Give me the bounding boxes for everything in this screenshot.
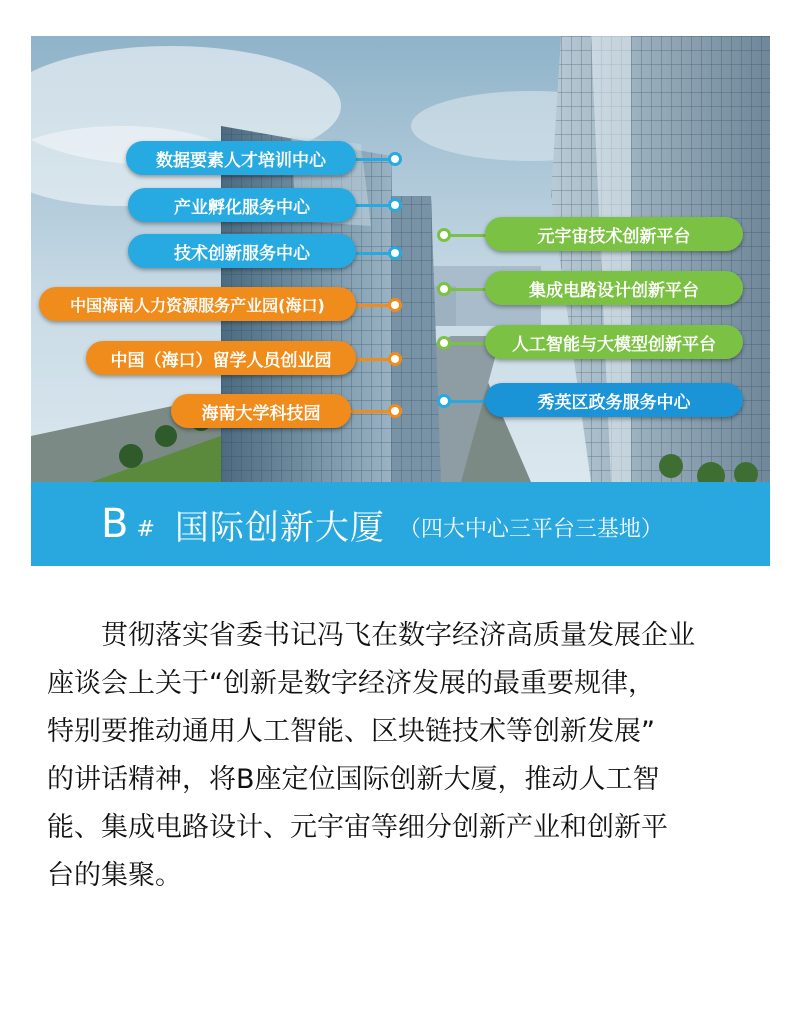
paragraph-line: 的讲话精神，将B座定位国际创新大厦，推动人工智 xyxy=(47,764,660,795)
connector-line xyxy=(449,288,489,291)
label-data-training-center: 数据要素人才培训中心 xyxy=(126,141,356,175)
paragraph-line: 能、集成电路设计、元宇宙等细分创新产业和创新平 xyxy=(47,812,668,843)
connector-dot xyxy=(437,228,451,242)
connector-dot xyxy=(437,282,451,296)
building-banner xyxy=(31,482,770,566)
connector-dot xyxy=(388,298,402,312)
connector-dot xyxy=(388,152,402,166)
paragraph-line: 台的集聚。 xyxy=(47,860,182,891)
paragraph-line: 贯彻落实省委书记冯飞在数字经济高质量发展企业 xyxy=(47,620,695,651)
label-ai-model-platform: 人工智能与大模型创新平台 xyxy=(485,325,743,359)
banner-letter: B xyxy=(101,501,129,547)
connector-dot xyxy=(437,336,451,350)
label-hr-industrial-park: 中国海南人力资源服务产业园(海口) xyxy=(39,287,356,321)
connector-line xyxy=(449,342,489,345)
banner-subtitle: （四大中心三平台三基地） xyxy=(398,516,663,542)
banner-hash: # xyxy=(136,516,155,542)
connector-line xyxy=(449,400,489,403)
label-ic-design-platform: 集成电路设计创新平台 xyxy=(485,271,743,305)
connector-dot xyxy=(388,198,402,212)
connector-dot xyxy=(437,394,451,408)
connector-dot xyxy=(388,246,402,260)
label-tech-innovation-center: 技术创新服务中心 xyxy=(128,234,356,268)
label-incubation-center: 产业孵化服务中心 xyxy=(128,188,356,222)
connector-dot xyxy=(388,404,402,418)
paragraph-line: 座谈会上关于“创新是数字经济发展的最重要规律， xyxy=(47,668,655,699)
label-overseas-startup-park: 中国（海口）留学人员创业园 xyxy=(86,341,356,375)
hero-image xyxy=(31,36,770,566)
paragraph-line: 特别要推动通用人工智能、区块链技术等创新发展” xyxy=(47,716,655,747)
label-metaverse-platform: 元宇宙技术创新平台 xyxy=(485,217,743,251)
connector-line xyxy=(449,234,489,237)
banner-title: 国际创新大厦 xyxy=(174,507,385,548)
connector-dot xyxy=(388,352,402,366)
article-paragraph xyxy=(47,612,767,900)
label-xiuying-gov-service-center: 秀英区政务服务中心 xyxy=(485,383,743,417)
label-hainan-univ-science-park: 海南大学科技园 xyxy=(171,394,351,428)
